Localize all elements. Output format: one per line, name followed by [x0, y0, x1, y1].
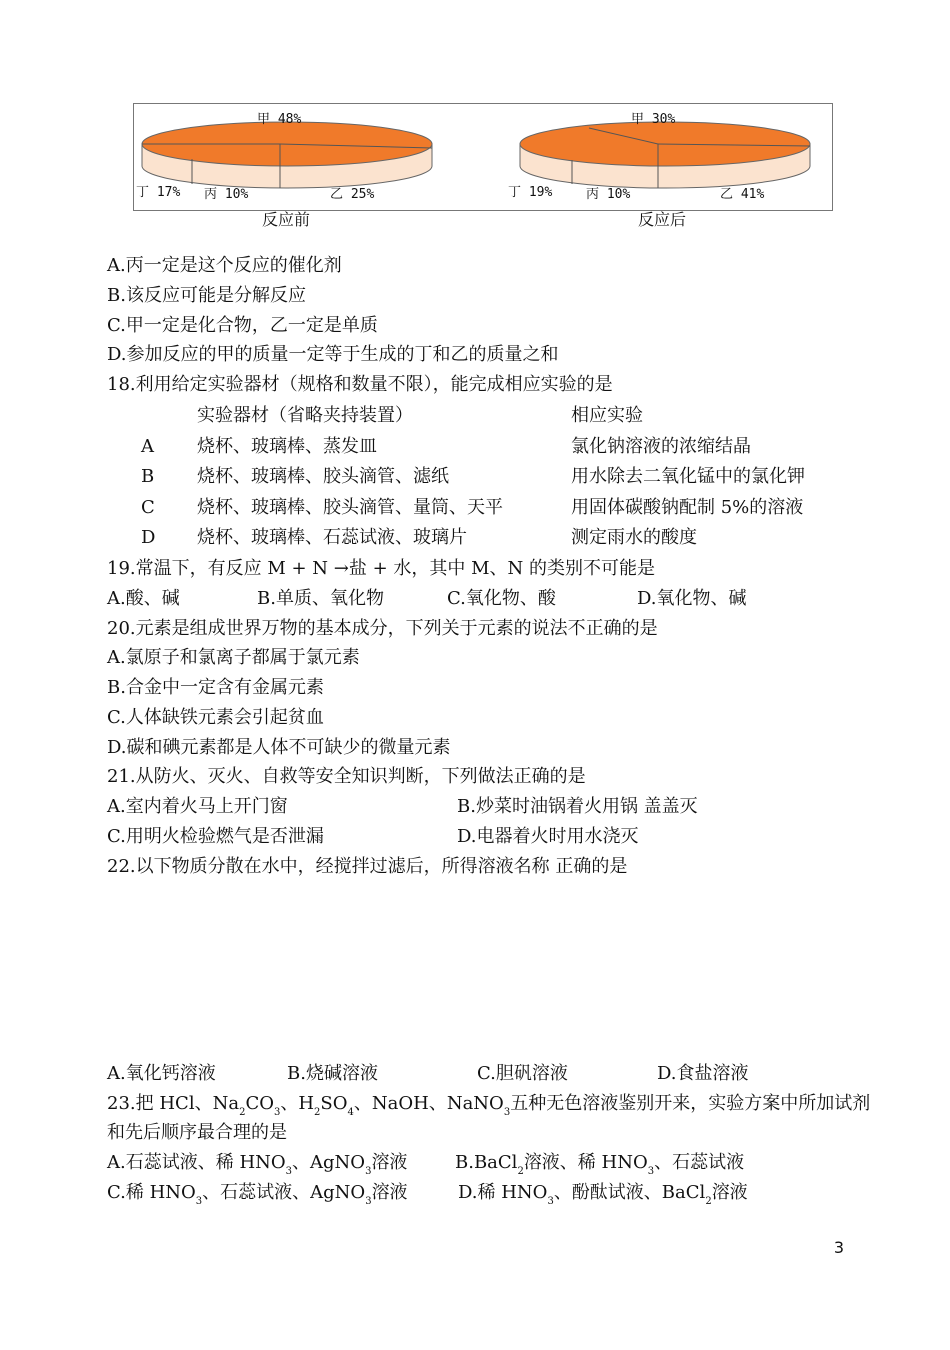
pie-after-label-jia: 甲 30% [631, 112, 676, 127]
q23-stem-part: 、H [280, 1093, 315, 1114]
q18-row-a-key: A [141, 436, 154, 457]
q19-option-b: B.单质、氧化物 [257, 588, 384, 609]
q19-option-c: C.氧化物、酸 [447, 588, 556, 609]
q23-subscript: 2 [239, 1107, 246, 1118]
q18-row-d-key: D [141, 527, 156, 548]
caption-before: 反应前 [262, 210, 311, 229]
q20-option-d: D.碳和碘元素都是人体不可缺少的微量元素 [107, 737, 451, 758]
q22-stem: 22.以下物质分散在水中，经搅拌过滤后，所得溶液名称 正确的是 [107, 856, 628, 877]
q23-stem-line2: 和先后顺序最合理的是 [107, 1122, 287, 1143]
q18-row-c-equipment: 烧杯、玻璃棒、胶头滴管、量筒、天平 [197, 497, 503, 518]
q18-row-a-equipment: 烧杯、玻璃棒、蒸发皿 [197, 436, 377, 457]
pie-before-label-bing: 丙 10% [204, 187, 249, 202]
caption-after: 反应后 [638, 210, 687, 229]
q23-option-text: 、酚酞试液、BaCl [553, 1182, 706, 1203]
pie-before [136, 112, 432, 202]
q17-option-d: D.参加反应的甲的质量一定等于生成的丁和乙的质量之和 [107, 344, 559, 365]
q21-option-c: C.用明火检验燃气是否泄漏 [107, 826, 324, 847]
q23-subscript: 3 [547, 1196, 554, 1207]
q23-option-b [455, 1152, 745, 1177]
q23-subscript: 4 [347, 1107, 354, 1118]
q21-option-b: B.炒菜时油锅着火用锅 盖盖灭 [457, 796, 698, 817]
q23-stem-part: CO [245, 1093, 274, 1114]
pie-before-label-yi: 乙 25% [330, 187, 375, 202]
q23-subscript: 3 [195, 1196, 203, 1207]
q22-option-c: C.胆矾溶液 [477, 1063, 568, 1084]
q23-subscript: 3 [273, 1107, 281, 1118]
q23-subscript: 3 [365, 1196, 372, 1207]
q20-option-b: B.合金中一定含有金属元素 [107, 677, 324, 698]
q19-option-a: A.酸、碱 [107, 588, 180, 609]
q23-option-text: 溶液 [371, 1182, 408, 1203]
pie-after [508, 112, 810, 202]
q23-option-c [107, 1182, 408, 1207]
q23-stem-part: 23.把 HCl、Na [107, 1093, 240, 1114]
page-number: 3 [833, 1238, 844, 1257]
q21-option-d: D.电器着火时用水浇灭 [457, 826, 639, 847]
q21-option-a: A.室内着火马上开门窗 [107, 796, 288, 817]
pie-after-label-ding: 丁 19% [508, 185, 553, 200]
pie-after-label-bing: 丙 10% [586, 187, 631, 202]
q22-option-b: B.烧碱溶液 [287, 1063, 378, 1084]
q22-option-d: D.食盐溶液 [657, 1063, 749, 1084]
q23-stem-part: SO [320, 1093, 348, 1114]
q19-stem: 19.常温下，有反应 M + N →盐 + 水，其中 M、N 的类别不可能是 [107, 558, 656, 579]
q23-subscript: 3 [647, 1166, 655, 1177]
q23-option-a [107, 1152, 408, 1177]
q23-option-text: D.稀 HNO [458, 1182, 548, 1203]
q18-row-a-experiment: 氯化钠溶液的浓缩结晶 [571, 436, 751, 457]
q23-option-text: 、AgNO [292, 1152, 366, 1173]
q19-option-d: D.氧化物、碱 [637, 588, 747, 609]
q23-option-text: 、石蕊试液、AgNO [202, 1182, 366, 1203]
q18-row-b-equipment: 烧杯、玻璃棒、胶头滴管、滤纸 [197, 466, 449, 487]
q23-option-d [458, 1182, 748, 1207]
q23-stem [107, 1093, 871, 1118]
q20-stem: 20.元素是组成世界万物的基本成分，下列关于元素的说法不正确的是 [107, 618, 658, 639]
q17-option-c: C.甲一定是化合物，乙一定是单质 [107, 315, 378, 336]
q20-option-c: C.人体缺铁元素会引起贫血 [107, 707, 324, 728]
q23-option-text: C.稀 HNO [107, 1182, 196, 1203]
q23-subscript: 3 [285, 1166, 293, 1177]
q18-row-b-key: B [141, 466, 155, 487]
pie-chart-graphic [134, 104, 832, 210]
q23-option-text: A.石蕊试液、稀 HNO [107, 1152, 286, 1173]
q23-stem-part: 五种无色溶液鉴别开来，实验方案中所加试剂 [510, 1093, 871, 1114]
q23-subscript: 2 [705, 1196, 712, 1207]
q18-stem: 18.利用给定实验器材（规格和数量不限），能完成相应实验的是 [107, 374, 613, 395]
q18-row-c-key: C [141, 497, 155, 518]
q20-option-a: A.氯原子和氯离子都属于氯元素 [107, 647, 360, 668]
q21-stem: 21.从防火、灭火、自救等安全知识判断，下列做法正确的是 [107, 766, 586, 787]
q18-row-c-experiment: 用固体碳酸钠配制 5%的溶液 [571, 497, 804, 518]
q23-subscript: 3 [503, 1107, 511, 1118]
pie-chart-figure [133, 103, 833, 211]
q23-option-text: 溶液 [711, 1182, 748, 1203]
q23-stem-part: 、NaOH、NaNO [353, 1093, 504, 1114]
q23-option-text: 溶液、稀 HNO [523, 1152, 648, 1173]
q18-header-experiment: 相应实验 [571, 405, 643, 426]
q23-subscript: 2 [517, 1166, 524, 1177]
q23-subscript: 2 [314, 1107, 321, 1118]
q17-option-b: B.该反应可能是分解反应 [107, 285, 306, 306]
pie-before-label-jia: 甲 48% [257, 112, 302, 127]
q18-header-equipment: 实验器材（省略夹持装置） [197, 405, 413, 426]
pie-before-label-ding: 丁 17% [136, 185, 181, 200]
q23-option-text: B.BaCl [455, 1152, 518, 1173]
q22-option-a: A.氧化钙溶液 [107, 1063, 216, 1084]
q23-option-text: 、石蕊试液 [654, 1152, 745, 1173]
q18-row-d-experiment: 测定雨水的酸度 [571, 527, 697, 548]
q18-row-d-equipment: 烧杯、玻璃棒、石蕊试液、玻璃片 [197, 527, 467, 548]
q23-subscript: 3 [365, 1166, 372, 1177]
q23-option-text: 溶液 [371, 1152, 408, 1173]
q17-option-a: A.丙一定是这个反应的催化剂 [107, 255, 342, 276]
q18-row-b-experiment: 用水除去二氧化锰中的氯化钾 [571, 466, 805, 487]
pie-after-label-yi: 乙 41% [720, 187, 765, 202]
